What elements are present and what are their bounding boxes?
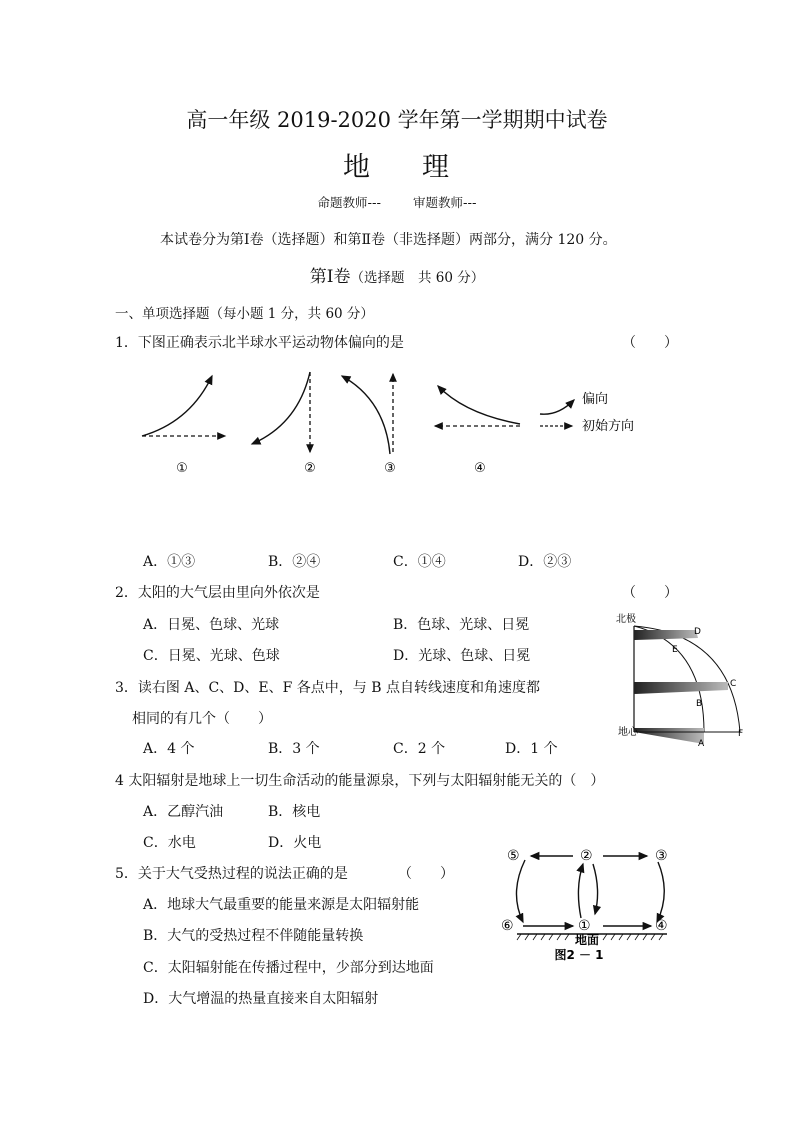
arrow-2-to-1 <box>593 864 598 914</box>
q2-option-b[interactable]: B．色球、光球、日冕 <box>393 617 530 633</box>
q1-option-c[interactable]: C．①④ <box>393 554 446 570</box>
q4-option-d[interactable]: D．火电 <box>268 835 322 851</box>
q5-option-a[interactable]: A．地球大气最重要的能量来源是太阳辐射能 <box>143 897 420 913</box>
point-c-label: C <box>730 679 737 689</box>
arrow-1-to-2 <box>578 864 583 918</box>
upper-latitude-plane <box>634 630 698 640</box>
q3-earth-figure <box>612 604 762 752</box>
fig3-deflect-arrow <box>342 376 390 454</box>
q2-answer-paren: （ ） <box>622 585 678 601</box>
fig1-label: ① <box>176 461 188 476</box>
fig3-label: ③ <box>384 461 396 476</box>
exam-title: 高一年级 2019-2020 学年第一学期期中试卷 <box>186 108 608 132</box>
node-1-label: ① <box>578 918 591 934</box>
equator-plane <box>634 728 704 744</box>
node-6-label: ⑥ <box>501 918 514 934</box>
q5-option-b[interactable]: B．大气的受热过程不伴随能量转换 <box>143 928 364 944</box>
arrow-3-to-4 <box>657 862 664 922</box>
node-5-label: ⑤ <box>507 848 520 864</box>
outer-meridian <box>634 626 740 732</box>
point-e-label: E <box>672 645 678 655</box>
q1-answer-paren: （ ） <box>622 335 678 351</box>
node-4-label: ④ <box>655 918 668 934</box>
q1-option-d[interactable]: D．②③ <box>518 554 572 570</box>
q5-option-d[interactable]: D．大气增温的热量直接来自太阳辐射 <box>143 991 379 1007</box>
legend-deflect-arrow <box>540 400 574 414</box>
q2-option-d[interactable]: D．光球、色球、日冕 <box>393 648 531 664</box>
section-heading: 一、单项选择题（每小题 1 分，共 60 分） <box>115 306 374 322</box>
author-label: 命题教师--- <box>317 195 381 210</box>
q2-option-a[interactable]: A．日冕、色球、光球 <box>143 617 280 633</box>
q3-option-a[interactable]: A．4 个 <box>143 741 195 757</box>
point-b-label: B <box>696 699 703 709</box>
node-2-label: ② <box>580 848 593 864</box>
q5-option-c[interactable]: C．太阳辐射能在传播过程中，少部分到达地面 <box>143 960 434 976</box>
point-f-label: F <box>738 729 744 739</box>
fig4-label: ④ <box>474 461 486 476</box>
q3-stem-line2: 相同的有几个（ ） <box>132 711 272 727</box>
q3-option-c[interactable]: C．2 个 <box>393 741 446 757</box>
fig1-deflect-arrow <box>142 376 212 436</box>
q1-option-b[interactable]: B．②④ <box>268 554 321 570</box>
arrow-5-to-6 <box>516 860 525 922</box>
fig2-label: ② <box>304 461 316 476</box>
q5-answer-paren: （ ） <box>398 866 454 882</box>
part-heading: 第Ⅰ卷（选择题 共 60 分） <box>309 267 485 287</box>
point-d-label: D <box>694 627 701 637</box>
q4-option-c[interactable]: C．水电 <box>143 835 196 851</box>
reviewer-label: 审题教师--- <box>412 195 477 210</box>
node-3-label: ③ <box>655 848 668 864</box>
q3-option-d[interactable]: D．1 个 <box>505 741 558 757</box>
teacher-line <box>0 193 794 211</box>
q1-stem: 1．下图正确表示北半球水平运动物体偏向的是 <box>115 335 404 351</box>
q2-option-c[interactable]: C．日冕、光球、色球 <box>143 648 280 664</box>
exam-intro: 本试卷分为第Ⅰ卷（选择题）和第Ⅱ卷（非选择题）两部分，满分 120 分。 <box>160 232 617 248</box>
point-a-label: A <box>698 739 705 749</box>
q3-stem-line1: 3．读右图 A、C、D、E、F 各点中，与 B 点自转线速度和角速度都 <box>115 680 540 696</box>
q1-deflection-figure <box>130 362 660 482</box>
figure-caption: 图2 － 1 <box>554 948 604 962</box>
q4-option-b[interactable]: B．核电 <box>268 804 321 820</box>
subject-title: 地 理 <box>343 152 451 183</box>
q4-stem: 4 太阳辐射是地球上一切生命活动的能量源泉，下列与太阳辐射能无关的（ ） <box>115 773 605 789</box>
q1-option-a[interactable]: A．①③ <box>143 554 196 570</box>
fig2-deflect-arrow <box>252 372 310 444</box>
legend-deflect-label: 偏向 <box>582 392 609 407</box>
middle-latitude-plane <box>634 682 728 694</box>
inner-meridian <box>634 626 704 732</box>
q3-option-b[interactable]: B．3 个 <box>268 741 320 757</box>
q5-stem: 5．关于大气受热过程的说法正确的是 <box>115 866 348 882</box>
ground-label: 地面 <box>574 933 600 947</box>
q5-heating-diagram <box>495 838 695 968</box>
q2-stem: 2．太阳的大气层由里向外依次是 <box>115 585 320 601</box>
north-pole-label: 北极 <box>616 614 636 625</box>
fig4-deflect-arrow <box>438 386 520 424</box>
earth-center-label: 地心 <box>618 727 638 738</box>
legend-initial-label: 初始方向 <box>582 419 635 434</box>
q4-option-a[interactable]: A．乙醇汽油 <box>143 804 224 820</box>
